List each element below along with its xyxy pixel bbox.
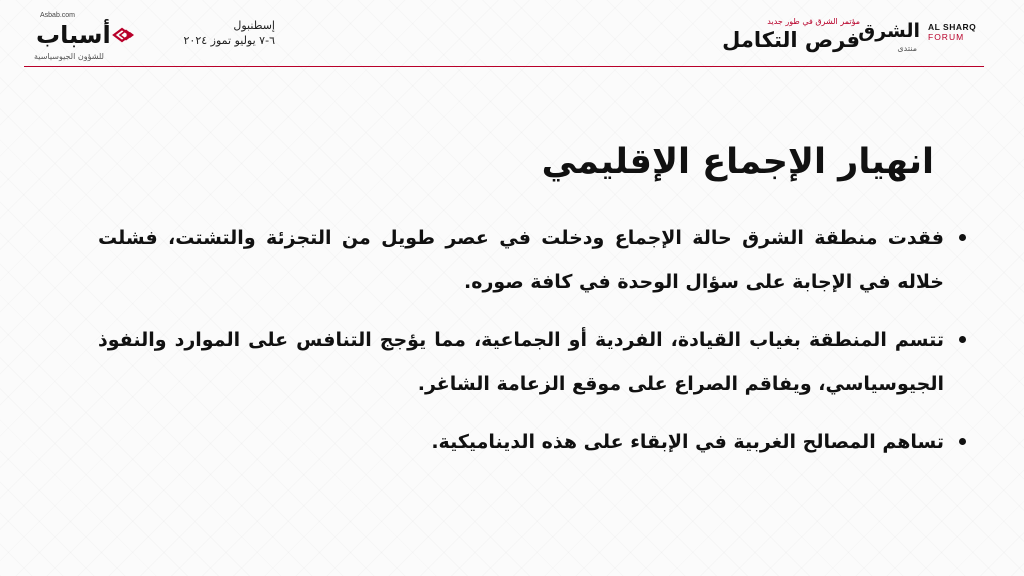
asbab-url: Asbab.com bbox=[40, 12, 76, 19]
asbab-name: أسباب bbox=[36, 21, 111, 49]
forum-english-line1: AL SHARQ bbox=[928, 22, 977, 32]
event-info bbox=[155, 18, 275, 48]
bullet-dot-icon bbox=[959, 438, 966, 445]
conference-name: فرص التكامل bbox=[722, 28, 860, 52]
bullet-list bbox=[98, 216, 968, 478]
bullet-item bbox=[98, 216, 968, 304]
bullet-item bbox=[98, 318, 968, 406]
forum-arabic-sub: منتدى bbox=[897, 44, 917, 53]
slide-header bbox=[0, 0, 1024, 70]
forum-english-line2: FORUM bbox=[928, 32, 965, 42]
header-divider bbox=[24, 66, 984, 67]
bullet-dot-icon bbox=[959, 336, 966, 343]
asbab-chevron-logo-icon bbox=[112, 26, 138, 44]
slide-title: انهيار الإجماع الإقليمي bbox=[541, 142, 934, 182]
bullet-item bbox=[98, 420, 968, 464]
forum-arabic-name: الشرق bbox=[858, 20, 920, 42]
asbab-brand bbox=[24, 12, 139, 64]
event-city: إسطنبول bbox=[233, 19, 275, 32]
bullet-text: تتسم المنطقة بغياب القيادة، الفردية أو الجماعية، مما يؤجج التنافس على الموارد والنفوذ الجيوسياسي، ويفاقم الصراع على موقع الزعامة الشاغر. bbox=[98, 329, 944, 395]
asbab-subtitle: للشؤون الجيوسياسية bbox=[34, 52, 104, 61]
bullet-text: فقدت منطقة الشرق حالة الإجماع ودخلت في عصر طويل من التجزئة والتشتت، فشلت خلاله في الإجابة على سؤال الوحدة في كافة صوره. bbox=[98, 227, 944, 293]
forum-english-logo bbox=[928, 22, 976, 42]
conference-branding bbox=[690, 16, 860, 53]
event-date: ٦-٧ يوليو تموز ٢٠٢٤ bbox=[183, 34, 275, 47]
bullet-text: تساهم المصالح الغربية في الإبقاء على هذه الديناميكية. bbox=[431, 431, 944, 453]
bullet-dot-icon bbox=[959, 234, 966, 241]
conference-tagline: مؤتمر الشرق في طور جديد bbox=[767, 17, 860, 26]
forum-arabic-logo bbox=[858, 20, 920, 60]
